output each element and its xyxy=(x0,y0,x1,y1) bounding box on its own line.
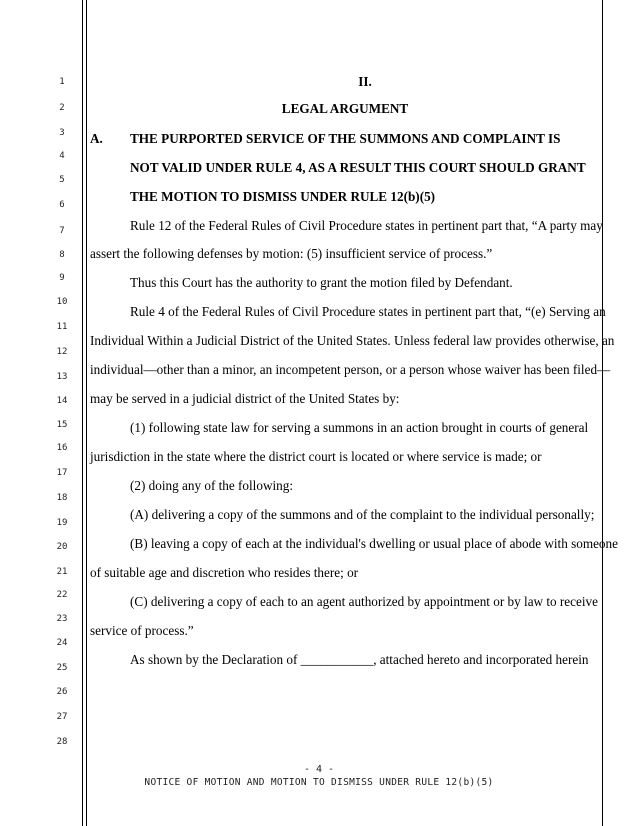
body-line: of suitable age and discretion who resides there; or xyxy=(90,565,359,580)
line-number: 3 xyxy=(59,128,65,138)
left-margin-rule-2 xyxy=(86,0,87,826)
line-number: 25 xyxy=(56,663,68,673)
body-line: (A) delivering a copy of the summons and of the complaint to the individual personally; xyxy=(130,507,595,522)
line-number: 19 xyxy=(56,518,68,528)
page-number: - 4 - xyxy=(303,764,335,775)
line-number: 11 xyxy=(56,322,68,332)
line-number: 13 xyxy=(56,372,68,382)
section-number: II. xyxy=(358,74,372,89)
line-number: 24 xyxy=(56,638,68,648)
footer-title: NOTICE OF MOTION AND MOTION TO DISMISS UNDER RULE 12(b)(5) xyxy=(144,777,494,788)
line-number: 4 xyxy=(59,151,65,161)
right-margin-rule xyxy=(602,0,603,826)
line-number: 7 xyxy=(59,226,65,236)
body-line: As shown by the Declaration of ___________, attached hereto and incorporated herein xyxy=(130,652,589,667)
line-number: 18 xyxy=(56,493,68,503)
body-line: may be served in a judicial district of the United States by: xyxy=(90,391,400,406)
line-number: 12 xyxy=(56,347,68,357)
section-title: LEGAL ARGUMENT xyxy=(281,101,409,116)
body-line: Thus this Court has the authority to grant the motion filed by Defendant. xyxy=(130,275,513,290)
line-number: 28 xyxy=(56,737,68,747)
line-number: 5 xyxy=(59,175,65,185)
body-line: individual—other than a minor, an incompetent person, or a person whose waiver has been filed— xyxy=(90,362,611,377)
line-number: 10 xyxy=(56,297,68,307)
body-line: assert the following defenses by motion: (5) insufficient service of process.” xyxy=(90,246,493,261)
subsection-letter: A. xyxy=(90,131,103,146)
body-line: jurisdiction in the state where the district court is located or where service is made; or xyxy=(90,449,542,464)
left-margin-rule-1 xyxy=(82,0,83,826)
line-number: 22 xyxy=(56,590,68,600)
line-number: 6 xyxy=(59,200,65,210)
body-line: (1) following state law for serving a summons in an action brought in courts of general xyxy=(130,420,589,435)
line-number: 21 xyxy=(56,567,68,577)
body-line: (2) doing any of the following: xyxy=(130,478,293,493)
subsection-heading-line: NOT VALID UNDER RULE 4, AS A RESULT THIS COURT SHOULD GRANT xyxy=(130,160,586,175)
subsection-heading-line: THE MOTION TO DISMISS UNDER RULE 12(b)(5) xyxy=(130,189,436,204)
body-line: Rule 12 of the Federal Rules of Civil Procedure states in pertinent part that, “A party may xyxy=(130,218,603,233)
body-line: Individual Within a Judicial District of the United States. Unless federal law provides otherwise, an xyxy=(90,333,615,348)
line-number: 17 xyxy=(56,468,68,478)
line-number: 20 xyxy=(56,542,68,552)
line-number: 8 xyxy=(59,250,65,260)
line-number: 16 xyxy=(56,443,68,453)
line-number: 14 xyxy=(56,396,68,406)
body-line: Rule 4 of the Federal Rules of Civil Procedure states in pertinent part that, “(e) Serving an xyxy=(130,304,606,319)
subsection-heading-line: THE PURPORTED SERVICE OF THE SUMMONS AND COMPLAINT IS xyxy=(130,131,561,146)
line-number: 27 xyxy=(56,712,68,722)
body-line: service of process.” xyxy=(90,623,194,638)
line-number: 15 xyxy=(56,420,68,430)
body-line: (C) delivering a copy of each to an agent authorized by appointment or by law to receive xyxy=(130,594,598,609)
line-number: 26 xyxy=(56,687,68,697)
line-number: 1 xyxy=(59,77,65,87)
line-number: 23 xyxy=(56,614,68,624)
body-line: (B) leaving a copy of each at the individual's dwelling or usual place of abode with someone xyxy=(130,536,618,551)
line-number: 9 xyxy=(59,273,65,283)
line-number: 2 xyxy=(59,103,65,113)
